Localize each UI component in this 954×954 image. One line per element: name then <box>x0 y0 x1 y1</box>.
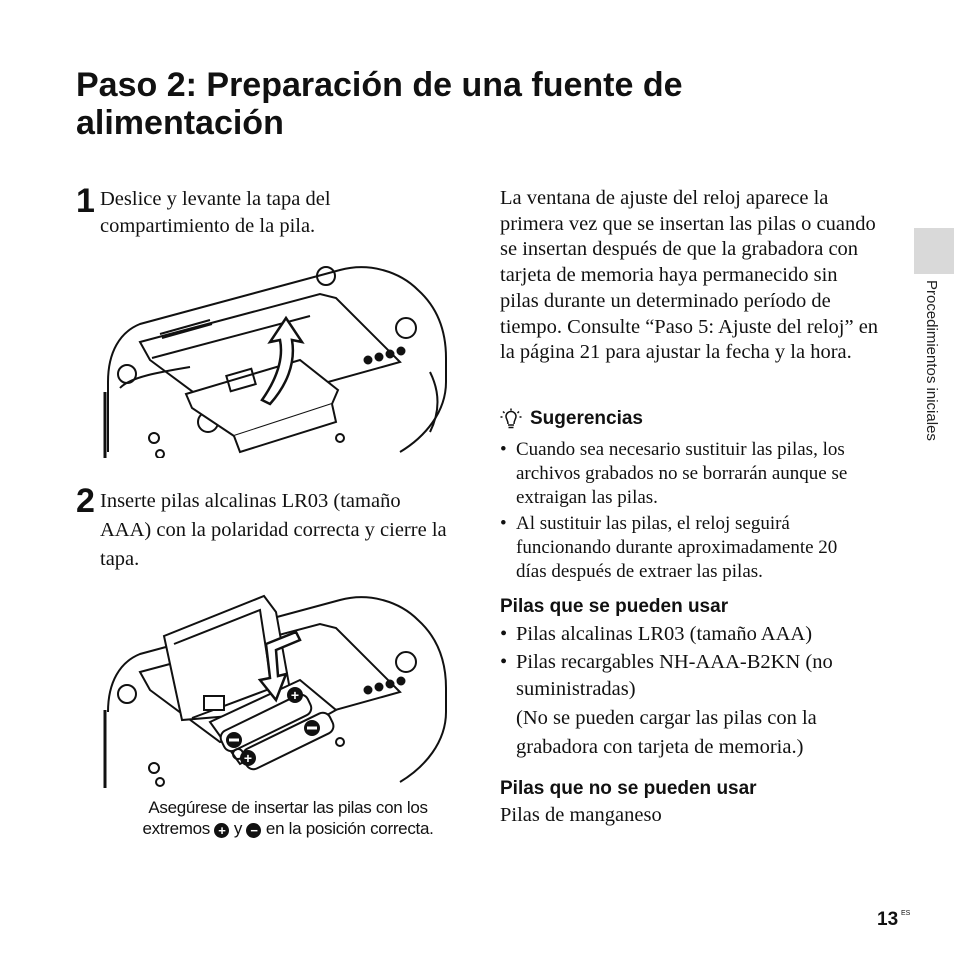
page-language-code: ES <box>901 910 911 917</box>
non-usable-batteries-heading: Pilas que no se pueden usar <box>500 778 757 799</box>
minus-terminal-icon: − <box>246 823 261 838</box>
step-2-number: 2 <box>76 482 95 520</box>
tips-list <box>500 438 870 586</box>
non-usable-batteries-text: Pilas de manganeso <box>500 804 662 826</box>
tips-heading <box>500 408 643 430</box>
step-1-number: 1 <box>76 182 95 220</box>
lightbulb-icon <box>500 408 522 430</box>
caption-prefix: extremos <box>142 819 210 838</box>
battery-polarity-caption <box>108 797 468 839</box>
page-number: 13 <box>877 909 899 930</box>
tip-item: • Cuando sea necesario sustituir las pilas, los archivos grabados no se borrarán aunque se extraigan las pilas. <box>500 438 870 510</box>
insert-batteries-illustration <box>100 592 450 788</box>
plus-terminal-icon: + <box>214 823 229 838</box>
page-title: Paso 2: Preparación de una fuente de alimentación <box>76 66 683 142</box>
svg-text:+: + <box>290 687 300 703</box>
section-tab-marker <box>914 228 954 274</box>
tips-heading-text: Sugerencias <box>530 408 643 429</box>
usable-battery-item: • Pilas recargables NH-AAA-B2KN (no suministradas) <box>500 649 880 704</box>
usable-battery-item: • Pilas alcalinas LR03 (tamaño AAA) <box>500 621 880 649</box>
step-2-text: Inserte pilas alcalinas LR03 (tamaño AAA) con la polaridad correcta y cierre la tapa. <box>100 490 447 570</box>
tip-item: • Al sustituir las pilas, el reloj seguirá funcionando durante aproximadamente 20 días después de extraer las pilas. <box>500 512 870 584</box>
usable-batteries-list <box>500 621 880 704</box>
usable-batteries-heading: Pilas que se pueden usar <box>500 596 729 617</box>
caption-join: y <box>233 819 243 838</box>
step-1-text: Deslice y levante la tapa del compartimiento de la pila. <box>100 188 331 237</box>
caption-line-2 <box>108 818 468 839</box>
section-tab-label: Procedimientos iniciales <box>923 280 940 441</box>
usable-batteries-note: (No se pueden cargar las pilas con la grabadora con tarjeta de memoria.) <box>516 707 817 758</box>
clock-setting-paragraph: La ventana de ajuste del reloj aparece la primera vez que se insertan las pilas o cuando se insertan después de que la grabadora con tarjeta de memoria haya permanecido sin pilas durante un determinado período de tiempo. Consulte “Paso 5: Ajuste del reloj” en la página 21 para ajustar la fecha y la hora. <box>500 187 879 364</box>
caption-suffix: en la posición correcta. <box>265 819 434 838</box>
open-battery-cover-illustration <box>100 262 450 458</box>
svg-text:+: + <box>243 750 253 766</box>
caption-line-1: Asegúrese de insertar las pilas con los <box>148 798 428 817</box>
